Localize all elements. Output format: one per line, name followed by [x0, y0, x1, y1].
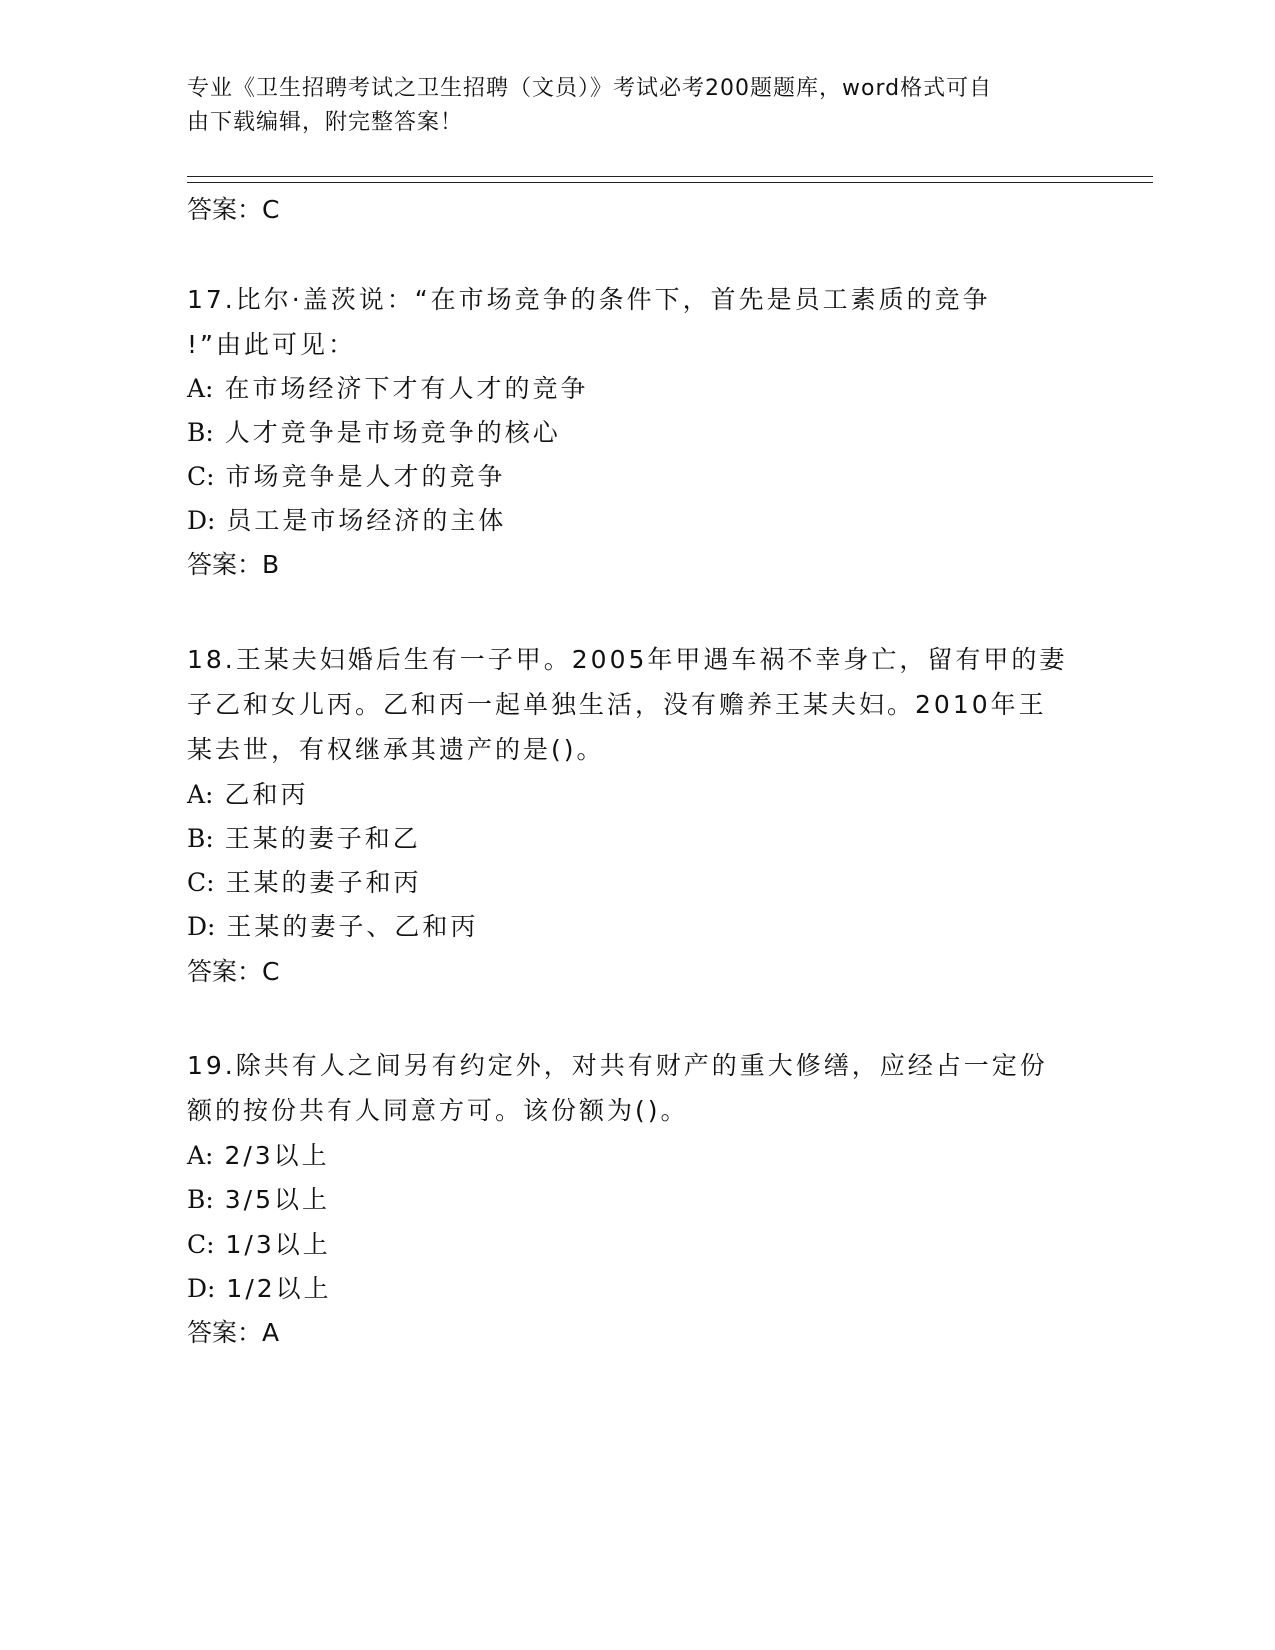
- question-text-line: 18.王某夫妇婚后生有一子甲。2005年甲遇车祸不幸身亡，留有甲的妻: [187, 645, 1068, 674]
- question-text-line: 子乙和女儿丙。乙和丙一起单独生活，没有赡养王某夫妇。2010年王: [187, 690, 1047, 719]
- option-letter: A:: [187, 1141, 214, 1170]
- option-letter: C:: [187, 1230, 215, 1259]
- option-letter: B:: [187, 418, 214, 447]
- question-text-line: 17.比尔·盖茨说：“在市场竞争的条件下，首先是员工素质的竞争: [187, 285, 991, 314]
- question-text-line: 某去世，有权继承其遗产的是()。: [187, 735, 605, 764]
- option-a: [187, 1139, 330, 1173]
- option-b: [187, 416, 561, 450]
- option-d: [187, 910, 478, 944]
- header-rule-bottom: [187, 182, 1153, 183]
- option-c: [187, 866, 422, 900]
- option-text: 1/3以上: [225, 1230, 331, 1259]
- answer: 答案：B: [187, 550, 280, 579]
- option-letter: A:: [187, 780, 214, 809]
- option-text: 人才竞争是市场竞争的核心: [224, 418, 561, 447]
- option-letter: D:: [187, 912, 216, 941]
- option-text: 员工是市场经济的主体: [226, 506, 507, 535]
- option-c: [187, 460, 506, 494]
- option-text: 王某的妻子和丙: [225, 868, 422, 897]
- answer: 答案：C: [187, 957, 280, 986]
- option-text: 乙和丙: [224, 780, 309, 809]
- option-a: [187, 372, 588, 406]
- option-a: [187, 778, 308, 812]
- option-text: 王某的妻子和乙: [224, 824, 421, 853]
- answer: 答案：A: [187, 1318, 280, 1347]
- option-text: 王某的妻子、乙和丙: [226, 912, 479, 941]
- previous-answer: 答案：C: [187, 195, 280, 224]
- option-text: 1/2以上: [226, 1274, 332, 1303]
- option-text: 2/3以上: [224, 1141, 330, 1170]
- option-letter: B:: [187, 824, 214, 853]
- option-letter: D:: [187, 1274, 216, 1303]
- question-text-line: !”由此可见：: [187, 330, 356, 359]
- option-letter: C:: [187, 462, 215, 491]
- option-text: 在市场经济下才有人才的竞争: [224, 374, 589, 403]
- option-letter: D:: [187, 506, 216, 535]
- option-letter: C:: [187, 868, 215, 897]
- option-d: [187, 1272, 332, 1306]
- option-letter: A:: [187, 374, 214, 403]
- option-b: [187, 1183, 330, 1217]
- option-d: [187, 504, 506, 538]
- header-line-1: 专业《卫生招聘考试之卫生招聘（文员）》考试必考200题题库，word格式可自: [187, 76, 993, 101]
- option-b: [187, 822, 421, 856]
- header-rule-top: [187, 176, 1153, 177]
- option-text: 市场竞争是人才的竞争: [225, 462, 506, 491]
- question-text-line: 额的按份共有人同意方可。该份额为()。: [187, 1096, 689, 1125]
- option-letter: B:: [187, 1185, 214, 1214]
- header-line-2: 由下载编辑，附完整答案！: [187, 110, 464, 135]
- option-text: 3/5以上: [224, 1185, 330, 1214]
- option-c: [187, 1228, 331, 1262]
- question-text-line: 19.除共有人之间另有约定外，对共有财产的重大修缮，应经占一定份: [187, 1051, 1048, 1080]
